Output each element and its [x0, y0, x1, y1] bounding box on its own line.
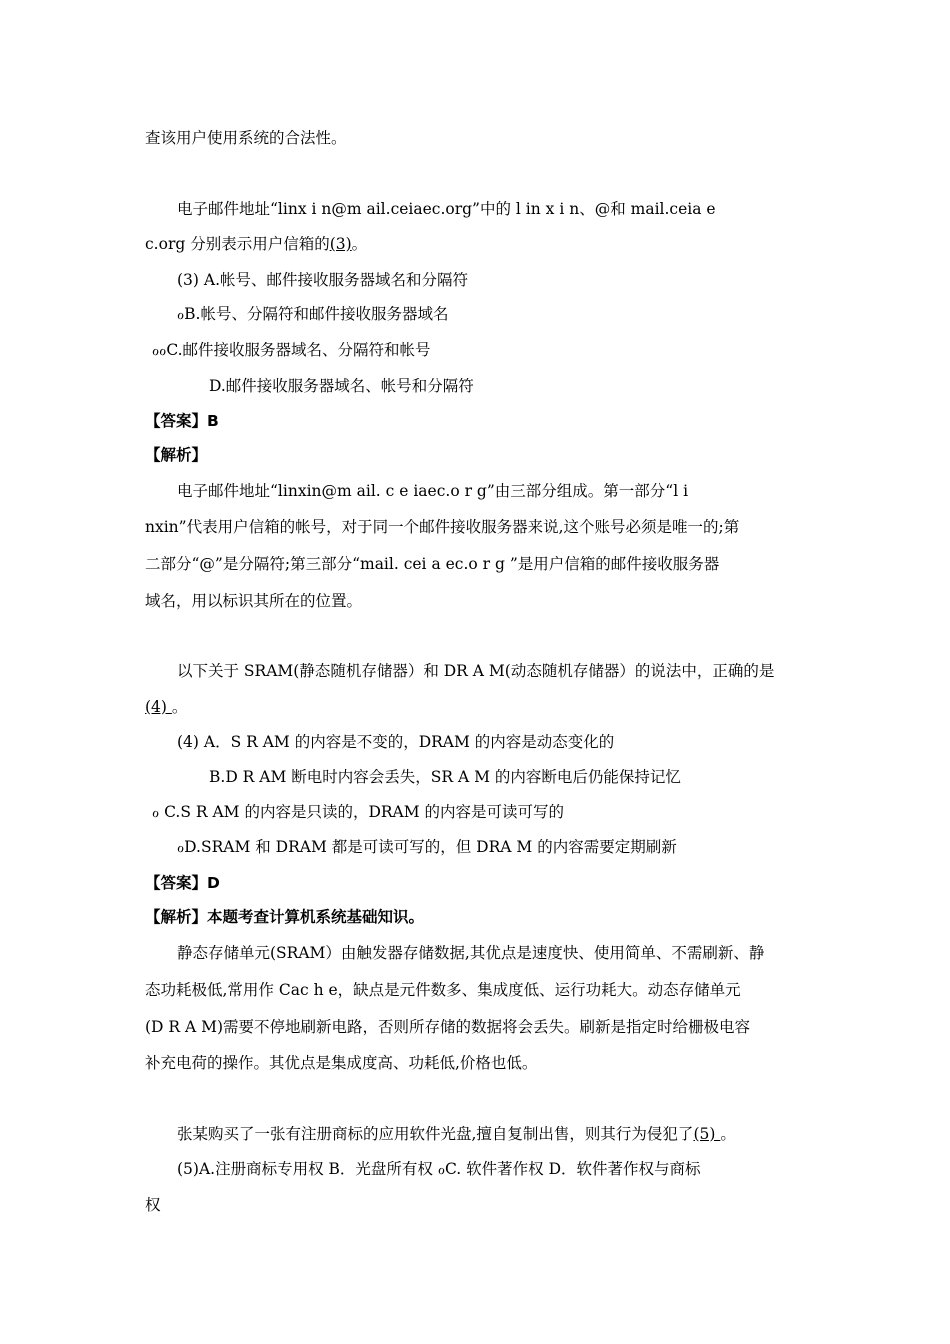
- question-4-answer: 【答案】D: [145, 874, 220, 892]
- question-3-blank: (3): [329, 235, 352, 253]
- question-5-options: (5)A.注册商标专用权 B．光盘所有权 ℴC. 软件著作权 D．软件著作权与商标: [177, 1160, 701, 1178]
- question-4-option-d: ℴD.SRAM 和 DRAM 都是可读可写的，但 DRA M 的内容需要定期刷新: [177, 838, 677, 856]
- question-5-options-continued: 权: [145, 1196, 161, 1214]
- question-4-option-c: ℴ C.S R AM 的内容是只读的，DRAM 的内容是可读可写的: [152, 803, 565, 821]
- question-4-analysis-line: 补充电荷的操作。其优点是集成度高、功耗低,价格也低。: [145, 1054, 538, 1072]
- question-3-analysis-line: nxin”代表用户信箱的帐号，对于同一个邮件接收服务器来说,这个账号必须是唯一的;第: [145, 518, 740, 536]
- text-line: 查该用户使用系统的合法性。: [145, 129, 347, 147]
- question-4-stem-continued: [145, 697, 187, 717]
- question-4-analysis-line: 静态存储单元(SRAM）由触发器存储数据,其优点是速度快、使用简单、不需刷新、静: [177, 944, 765, 962]
- question-4-option-b: B.D R AM 断电时内容会丢失，SR A M 的内容断电后仍能保持记忆: [209, 768, 681, 786]
- question-4-option-a: (4) A．S R AM 的内容是不变的，DRAM 的内容是动态变化的: [177, 733, 615, 751]
- question-4-stem: 以下关于 SRAM(静态随机存储器）和 DR A M(动态随机存储器）的说法中，正确的是: [177, 662, 775, 680]
- question-4-analysis-line: (D R A M)需要不停地刷新电路，否则所存储的数据将会丢失。刷新是指定时给栅极电容: [145, 1018, 751, 1036]
- question-3-option-d: D.邮件接收服务器域名、帐号和分隔符: [209, 377, 474, 395]
- question-3-analysis-label: 【解析】: [145, 446, 208, 464]
- question-3-option-a: (3) A.帐号、邮件接收服务器域名和分隔符: [177, 271, 469, 289]
- question-3-stem-continued: [145, 234, 367, 254]
- question-3-option-c: ℴℴC.邮件接收服务器域名、分隔符和帐号: [152, 341, 431, 359]
- question-5-stem: [177, 1124, 736, 1144]
- question-3-analysis-line: 域名，用以标识其所在的位置。: [145, 592, 363, 610]
- stem-text: 。: [720, 1125, 736, 1143]
- question-4-analysis-line: 态功耗极低,常用作 Cac h e，缺点是元件数多、集成度低、运行功耗大。动态存储单元: [145, 981, 741, 999]
- question-3-answer: 【答案】B: [145, 412, 219, 430]
- stem-text: 。: [351, 235, 368, 253]
- question-3-analysis-line: 二部分“@”是分隔符;第三部分“mail. cei a ec.o r g ”是用户信箱的邮件接收服务器: [145, 555, 720, 573]
- question-4-blank: (4): [145, 698, 172, 716]
- question-4-analysis-label: 【解析】本题考查计算机系统基础知识。: [145, 908, 425, 926]
- question-3-stem: 电子邮件地址“linx i n@m ail.ceiaec.org”中的 l in x i n、@和 mail.ceia e: [177, 200, 716, 218]
- stem-text: 。: [171, 698, 188, 716]
- stem-text: 张某购买了一张有注册商标的应用软件光盘,擅自复制出售，则其行为侵犯了: [177, 1125, 694, 1143]
- question-5-blank: (5): [693, 1125, 721, 1143]
- question-3-option-b: ℴB.帐号、分隔符和邮件接收服务器域名: [177, 305, 449, 323]
- stem-text: c.org 分别表示用户信箱的: [145, 235, 330, 253]
- question-3-analysis-line: 电子邮件地址“linxin@m ail. c e iaec.o r g”由三部分组成。第一部分“l i: [177, 482, 689, 500]
